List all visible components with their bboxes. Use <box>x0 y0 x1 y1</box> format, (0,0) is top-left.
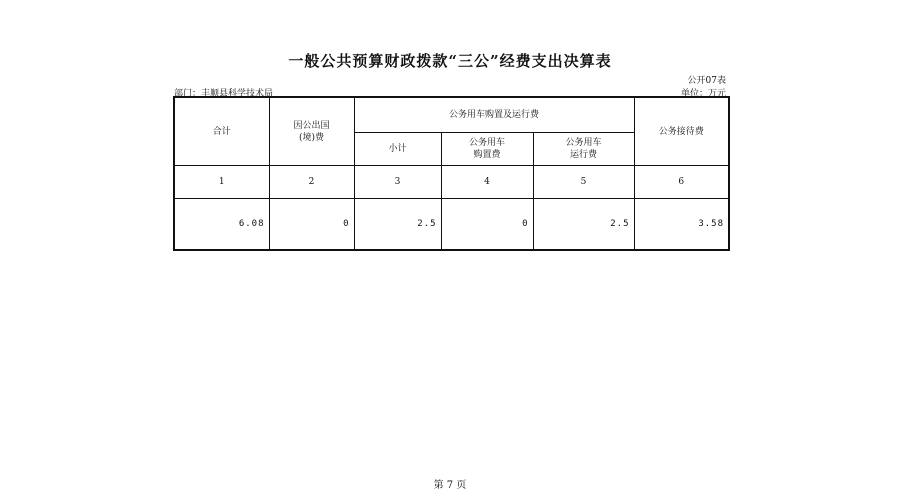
header-purchase-line1: 公务用车 <box>468 138 505 148</box>
value-vehicle-operation: 2.5 <box>533 199 634 251</box>
header-overseas-line2: (境)费 <box>298 132 325 143</box>
value-subtotal: 2.5 <box>354 199 441 251</box>
value-overseas: 0 <box>269 199 354 251</box>
header-row-1 <box>174 97 729 133</box>
value-total: 6.08 <box>174 199 269 251</box>
header-subtotal: 小计 <box>354 133 441 166</box>
report-title: 一般公共预算财政拨款“三公”经费支出决算表 <box>288 52 612 70</box>
index-cell: 1 <box>174 166 269 199</box>
header-purchase-line2: 购置费 <box>473 150 501 160</box>
value-reception: 3.58 <box>634 199 729 251</box>
index-cell: 6 <box>634 166 729 199</box>
header-reception: 公务接待费 <box>634 97 729 166</box>
header-operation-line1: 公务用车 <box>565 138 602 148</box>
form-number: 公开07表 <box>687 76 726 86</box>
header-operation-line2: 运行费 <box>570 150 598 160</box>
value-vehicle-purchase: 0 <box>441 199 533 251</box>
department-label: 部门：丰顺县科学技术局 <box>174 89 274 99</box>
index-cell: 4 <box>441 166 533 199</box>
index-cell: 3 <box>354 166 441 199</box>
index-row <box>174 166 729 199</box>
three-public-expenses-table <box>173 96 730 251</box>
header-overseas-line1: 因公出国 <box>293 120 330 131</box>
unit-label: 单位：万元 <box>680 89 726 99</box>
header-overseas <box>269 97 354 166</box>
index-cell: 5 <box>533 166 634 199</box>
header-vehicle-operation <box>533 133 634 166</box>
value-row <box>174 199 729 251</box>
index-cell: 2 <box>269 166 354 199</box>
header-vehicle-group: 公务用车购置及运行费 <box>354 97 634 133</box>
header-vehicle-purchase <box>441 133 533 166</box>
page-number: 第 7 页 <box>433 480 467 491</box>
header-total: 合计 <box>174 97 269 166</box>
